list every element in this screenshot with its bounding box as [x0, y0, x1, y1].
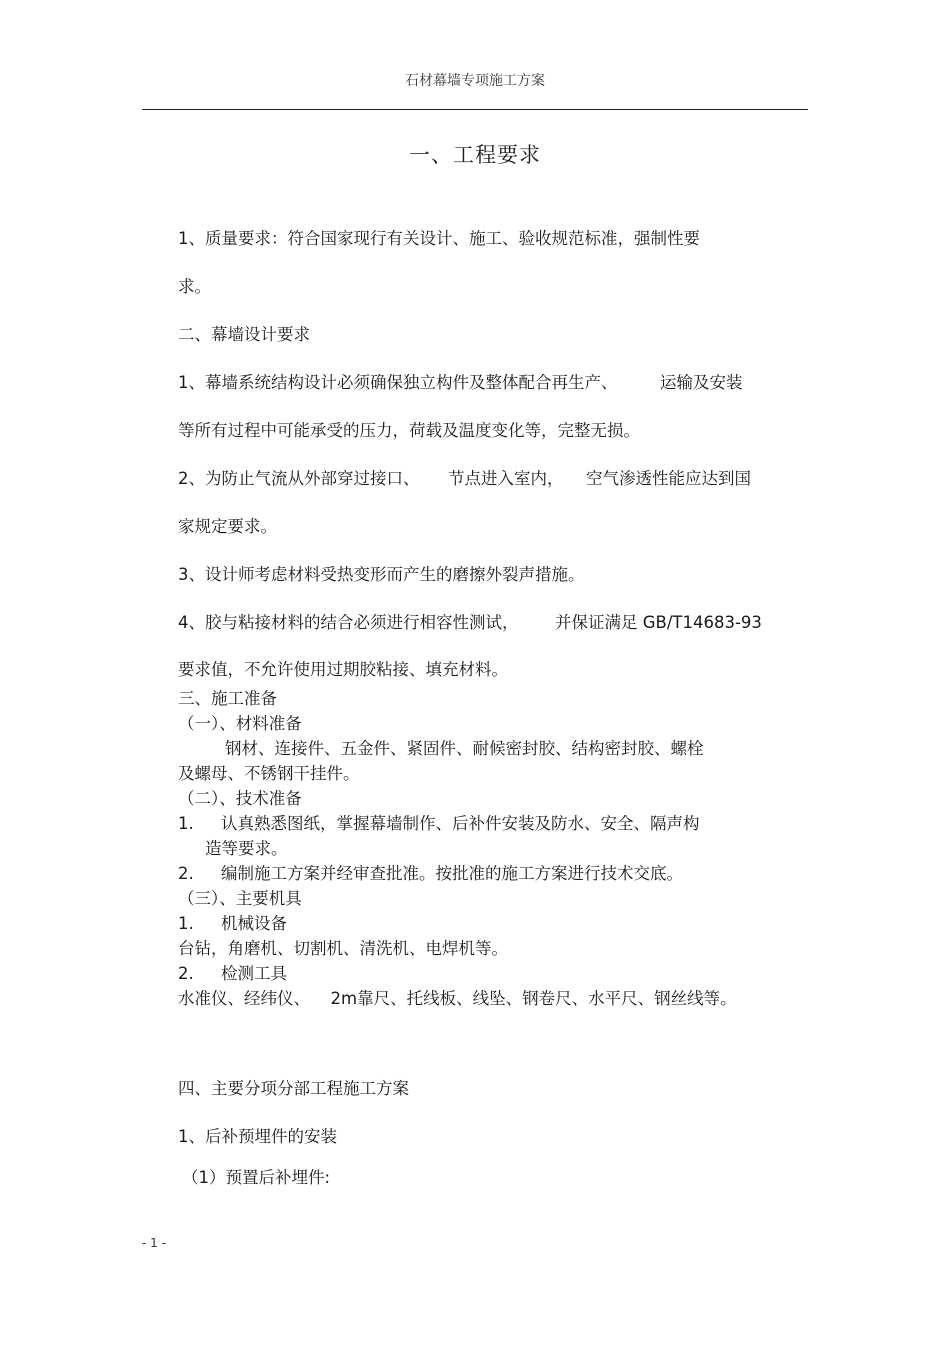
list-item: 编制施工方案并经审查批准。按批准的施工方案进行技术交底。 [221, 864, 683, 883]
list-item: 认真熟悉图纸，掌握幕墙制作、后补件安装及防水、安全、隔声构 [221, 814, 700, 833]
list-item-number: 2. [178, 964, 194, 983]
paragraph-line: 要求值，不允许使用过期胶粘接、填充材料。 [178, 660, 508, 679]
section-heading: 二、幕墙设计要求 [178, 325, 310, 344]
list-item-continuation: 造等要求。 [205, 839, 288, 858]
text-segment: 空气渗透性能应达到国 [586, 469, 751, 488]
paragraph-line: 1、质量要求：符合国家现行有关设计、施工、验收规范标准，强制性要 [178, 229, 700, 248]
subsection-heading: （三）、主要机具 [178, 889, 302, 908]
text-segment: 并保证满足 GB/T14683-93 [555, 613, 762, 632]
paragraph-line: 1、后补预埋件的安装 [178, 1127, 337, 1146]
paragraph-line: 台钻，角磨机、切割机、清洗机、电焊机等。 [178, 939, 508, 958]
text-segment: 4、胶与粘接材料的结合必须进行相容性测试， [178, 613, 519, 632]
list-item: 机械设备 [221, 914, 287, 933]
text-segment: 2、为防止气流从外部穿过接口、 [178, 469, 420, 488]
list-item-number: 1. [178, 914, 194, 933]
paragraph-line: （1）预置后补埋件: [182, 1168, 331, 1187]
page-header: 石材幕墙专项施工方案 [405, 73, 545, 89]
header-rule [142, 109, 808, 110]
section-heading: 三、施工准备 [178, 689, 277, 708]
page-number: - 1 - [142, 1236, 166, 1250]
paragraph-line [178, 613, 762, 633]
list-item: 检测工具 [221, 964, 287, 983]
paragraph-line [178, 469, 751, 489]
paragraph-line [178, 373, 743, 393]
text-segment: 1、幕墙系统结构设计必须确保独立构件及整体配合再生产、 [178, 373, 618, 392]
text-segment: 2m靠尺、托线板、线坠、钢卷尺、水平尺、钢丝线等。 [330, 989, 737, 1008]
text-segment: 水准仪、经纬仪、 [178, 989, 310, 1008]
list-item-number: 1. [178, 814, 194, 833]
paragraph-line: 家规定要求。 [178, 517, 277, 536]
text-segment: 运输及安装 [660, 373, 743, 392]
paragraph-line: 3、设计师考虑材料受热变形而产生的磨擦外裂声措施。 [178, 565, 585, 584]
paragraph-line: 钢材、连接件、五金件、紧固件、耐候密封胶、结构密封胶、螺栓 [225, 739, 704, 758]
paragraph-line: 等所有过程中可能承受的压力，荷载及温度变化等，完整无损。 [178, 421, 640, 440]
text-segment: 节点进入室内， [448, 469, 564, 488]
subsection-heading: （二）、技术准备 [178, 789, 302, 808]
section-heading: 四、主要分项分部工程施工方案 [178, 1079, 409, 1098]
subsection-heading: （一）、材料准备 [178, 714, 302, 733]
page-title: 一、工程要求 [409, 143, 541, 167]
paragraph-line: 求。 [178, 277, 211, 296]
paragraph-line [178, 989, 737, 1009]
paragraph-line: 及螺母、不锈钢干挂件。 [178, 764, 360, 783]
list-item-number: 2. [178, 864, 194, 883]
